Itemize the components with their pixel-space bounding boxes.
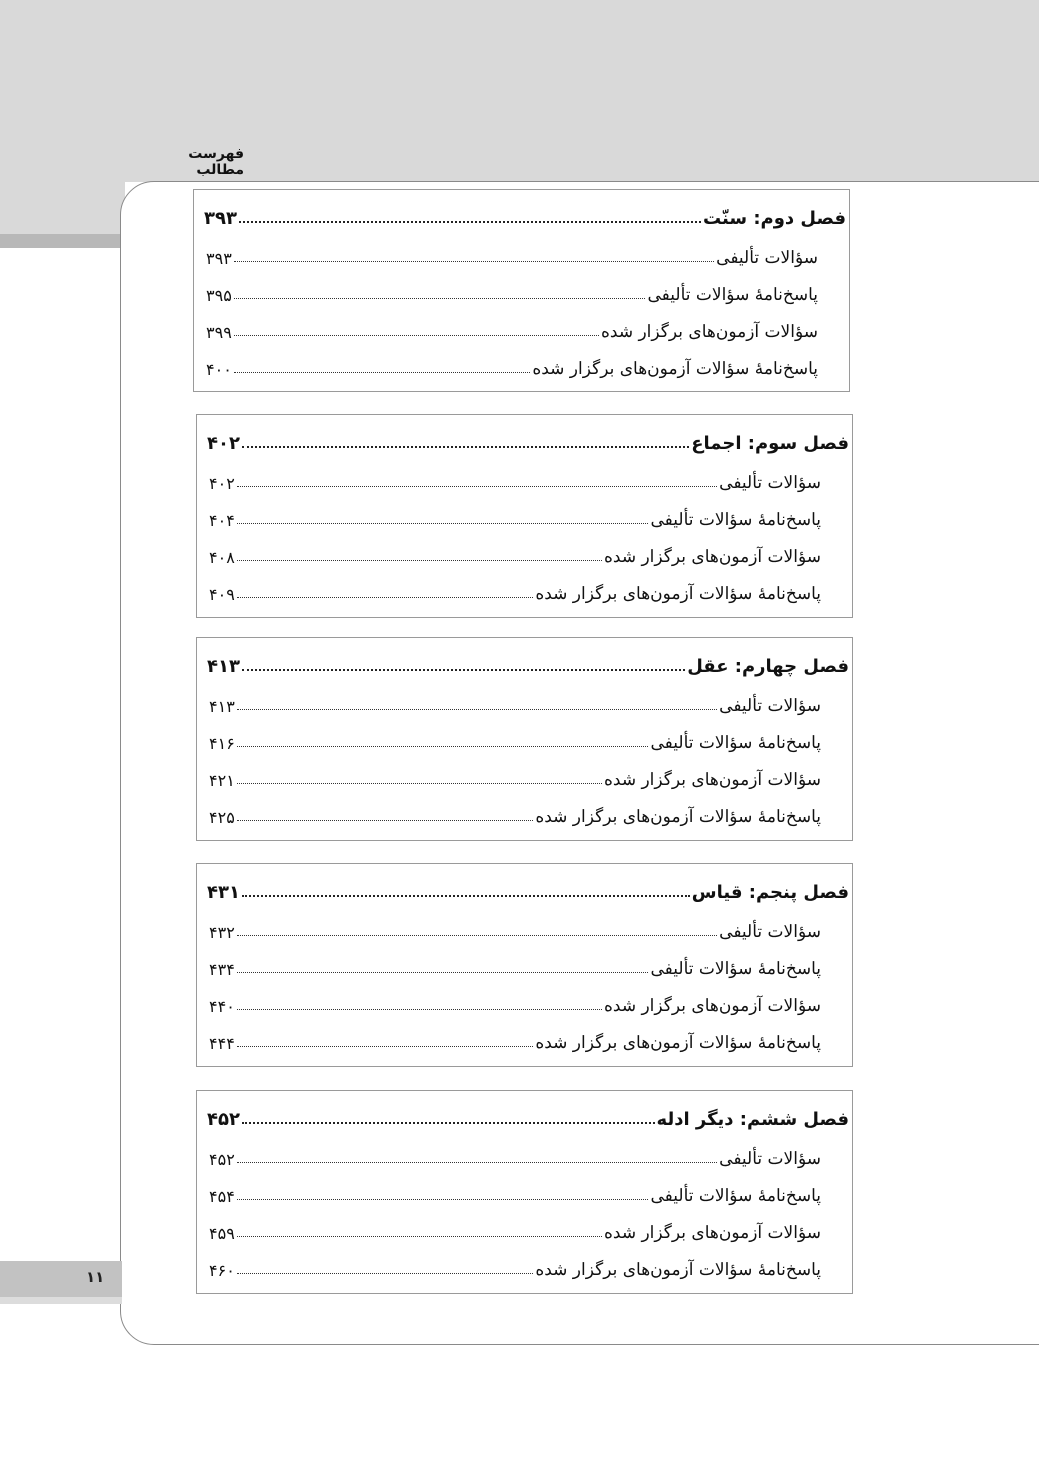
entry-page-number: ۴۰۰	[206, 360, 232, 379]
entry-page-number: ۳۹۹	[206, 323, 232, 342]
dot-leader	[237, 596, 534, 598]
dot-leader	[237, 1008, 602, 1010]
toc-entry	[209, 1213, 821, 1243]
dot-leader	[234, 334, 599, 336]
entry-title: سؤالات تألیفی	[716, 248, 818, 268]
chapter-box	[196, 1090, 853, 1294]
chapter-page-number: ۴۵۲	[207, 1109, 240, 1130]
entry-page-number: ۴۵۲	[209, 1150, 235, 1169]
entry-title: پاسخ‌نامۀ سؤالات تألیفی	[650, 959, 821, 979]
toc-entry	[209, 1139, 821, 1169]
entry-page-number: ۴۴۴	[209, 1034, 235, 1053]
entry-title: پاسخ‌نامۀ سؤالات آزمون‌های برگزار شده	[532, 359, 818, 379]
entry-page-number: ۴۰۲	[209, 474, 235, 493]
toc-entry	[206, 275, 818, 305]
toc-entry	[206, 238, 818, 268]
dot-leader	[237, 819, 534, 821]
dot-leader	[237, 485, 717, 487]
toc-entry	[206, 349, 818, 379]
chapter-title: فصل دوم: سنّت	[702, 208, 846, 229]
toc-entry	[206, 312, 818, 342]
dot-leader	[242, 894, 690, 897]
dot-leader	[237, 1045, 534, 1047]
toc-entry	[209, 500, 821, 530]
dot-leader	[234, 260, 714, 262]
chapter-heading	[207, 873, 849, 903]
entry-title: سؤالات تألیفی	[719, 1149, 821, 1169]
chapter-heading	[207, 1100, 849, 1130]
chapter-title: فصل چهارم: عقل	[687, 656, 849, 677]
chapter-heading	[204, 199, 846, 229]
toc-entry	[209, 1176, 821, 1206]
entry-title: پاسخ‌نامۀ سؤالات آزمون‌های برگزار شده	[535, 1033, 821, 1053]
dot-leader	[237, 1198, 649, 1200]
page-number: ۱۱	[86, 1268, 105, 1286]
toc-entry	[209, 986, 821, 1016]
chapter-title: فصل پنجم: قیاس	[691, 882, 849, 903]
entry-title: سؤالات تألیفی	[719, 922, 821, 942]
dot-leader	[237, 745, 649, 747]
entry-page-number: ۴۰۹	[209, 585, 235, 604]
margin-stripe	[0, 234, 125, 248]
chapter-heading	[207, 424, 849, 454]
entry-title: سؤالات تألیفی	[719, 473, 821, 493]
entry-title: پاسخ‌نامۀ سؤالات آزمون‌های برگزار شده	[535, 1260, 821, 1280]
entry-title: سؤالات تألیفی	[719, 696, 821, 716]
toc-entry	[209, 797, 821, 827]
dot-leader	[237, 1272, 534, 1274]
toc-entry	[209, 723, 821, 753]
dot-leader	[237, 971, 649, 973]
toc-entry	[209, 949, 821, 979]
entry-page-number: ۴۳۲	[209, 923, 235, 942]
chapter-page-number: ۴۱۳	[207, 656, 240, 677]
entry-title: سؤالات آزمون‌های برگزار شده	[603, 547, 821, 567]
entry-page-number: ۴۵۴	[209, 1187, 235, 1206]
chapter-page-number: ۴۳۱	[207, 882, 240, 903]
toc-entry	[209, 463, 821, 493]
dot-leader	[237, 559, 602, 561]
dot-leader	[237, 934, 717, 936]
chapter-page-number: ۳۹۳	[204, 208, 237, 229]
entry-title: پاسخ‌نامۀ سؤالات تألیفی	[650, 733, 821, 753]
toc-entry	[209, 760, 821, 790]
dot-leader	[242, 445, 689, 448]
entry-page-number: ۴۵۹	[209, 1224, 235, 1243]
chapter-box	[196, 637, 853, 841]
entry-title: سؤالات آزمون‌های برگزار شده	[603, 996, 821, 1016]
dot-leader	[234, 297, 646, 299]
chapter-title: فصل سوم: اجماع	[691, 433, 849, 454]
toc-entry	[209, 1250, 821, 1280]
entry-title: پاسخ‌نامۀ سؤالات تألیفی	[647, 285, 818, 305]
dot-leader	[237, 708, 717, 710]
toc-entry	[209, 686, 821, 716]
dot-leader	[234, 371, 531, 373]
entry-title: سؤالات آزمون‌های برگزار شده	[603, 770, 821, 790]
entry-page-number: ۴۶۰	[209, 1261, 235, 1280]
entry-page-number: ۴۰۸	[209, 548, 235, 567]
chapter-heading	[207, 647, 849, 677]
page-number-tab-stripe	[0, 1297, 122, 1304]
margin-band	[0, 182, 125, 234]
chapter-box	[196, 414, 853, 618]
entry-title: سؤالات آزمون‌های برگزار شده	[603, 1223, 821, 1243]
chapter-title: فصل ششم: دیگر ادله	[656, 1109, 849, 1130]
entry-page-number: ۴۱۳	[209, 697, 235, 716]
chapter-box	[196, 863, 853, 1067]
entry-page-number: ۴۴۰	[209, 997, 235, 1016]
entry-page-number: ۳۹۵	[206, 286, 232, 305]
chapter-box	[193, 189, 850, 392]
dot-leader	[237, 522, 649, 524]
dot-leader	[242, 1121, 655, 1124]
chapter-page-number: ۴۰۲	[207, 433, 240, 454]
entry-page-number: ۴۱۶	[209, 734, 235, 753]
entry-page-number: ۴۲۵	[209, 808, 235, 827]
entry-title: پاسخ‌نامۀ سؤالات تألیفی	[650, 1186, 821, 1206]
dot-leader	[237, 1235, 602, 1237]
entry-page-number: ۴۲۱	[209, 771, 235, 790]
toc-entry	[209, 1023, 821, 1053]
dot-leader	[239, 220, 701, 223]
toc-entry	[209, 912, 821, 942]
dot-leader	[237, 1161, 717, 1163]
toc-entry	[209, 574, 821, 604]
dot-leader	[237, 782, 602, 784]
entry-title: پاسخ‌نامۀ سؤالات تألیفی	[650, 510, 821, 530]
entry-page-number: ۳۹۳	[206, 249, 232, 268]
entry-page-number: ۴۳۴	[209, 960, 235, 979]
entry-title: پاسخ‌نامۀ سؤالات آزمون‌های برگزار شده	[535, 807, 821, 827]
toc-entry	[209, 537, 821, 567]
entry-title: سؤالات آزمون‌های برگزار شده	[600, 322, 818, 342]
entry-title: پاسخ‌نامۀ سؤالات آزمون‌های برگزار شده	[535, 584, 821, 604]
dot-leader	[242, 668, 685, 671]
running-head: فهرست مطالب	[188, 146, 244, 178]
entry-page-number: ۴۰۴	[209, 511, 235, 530]
